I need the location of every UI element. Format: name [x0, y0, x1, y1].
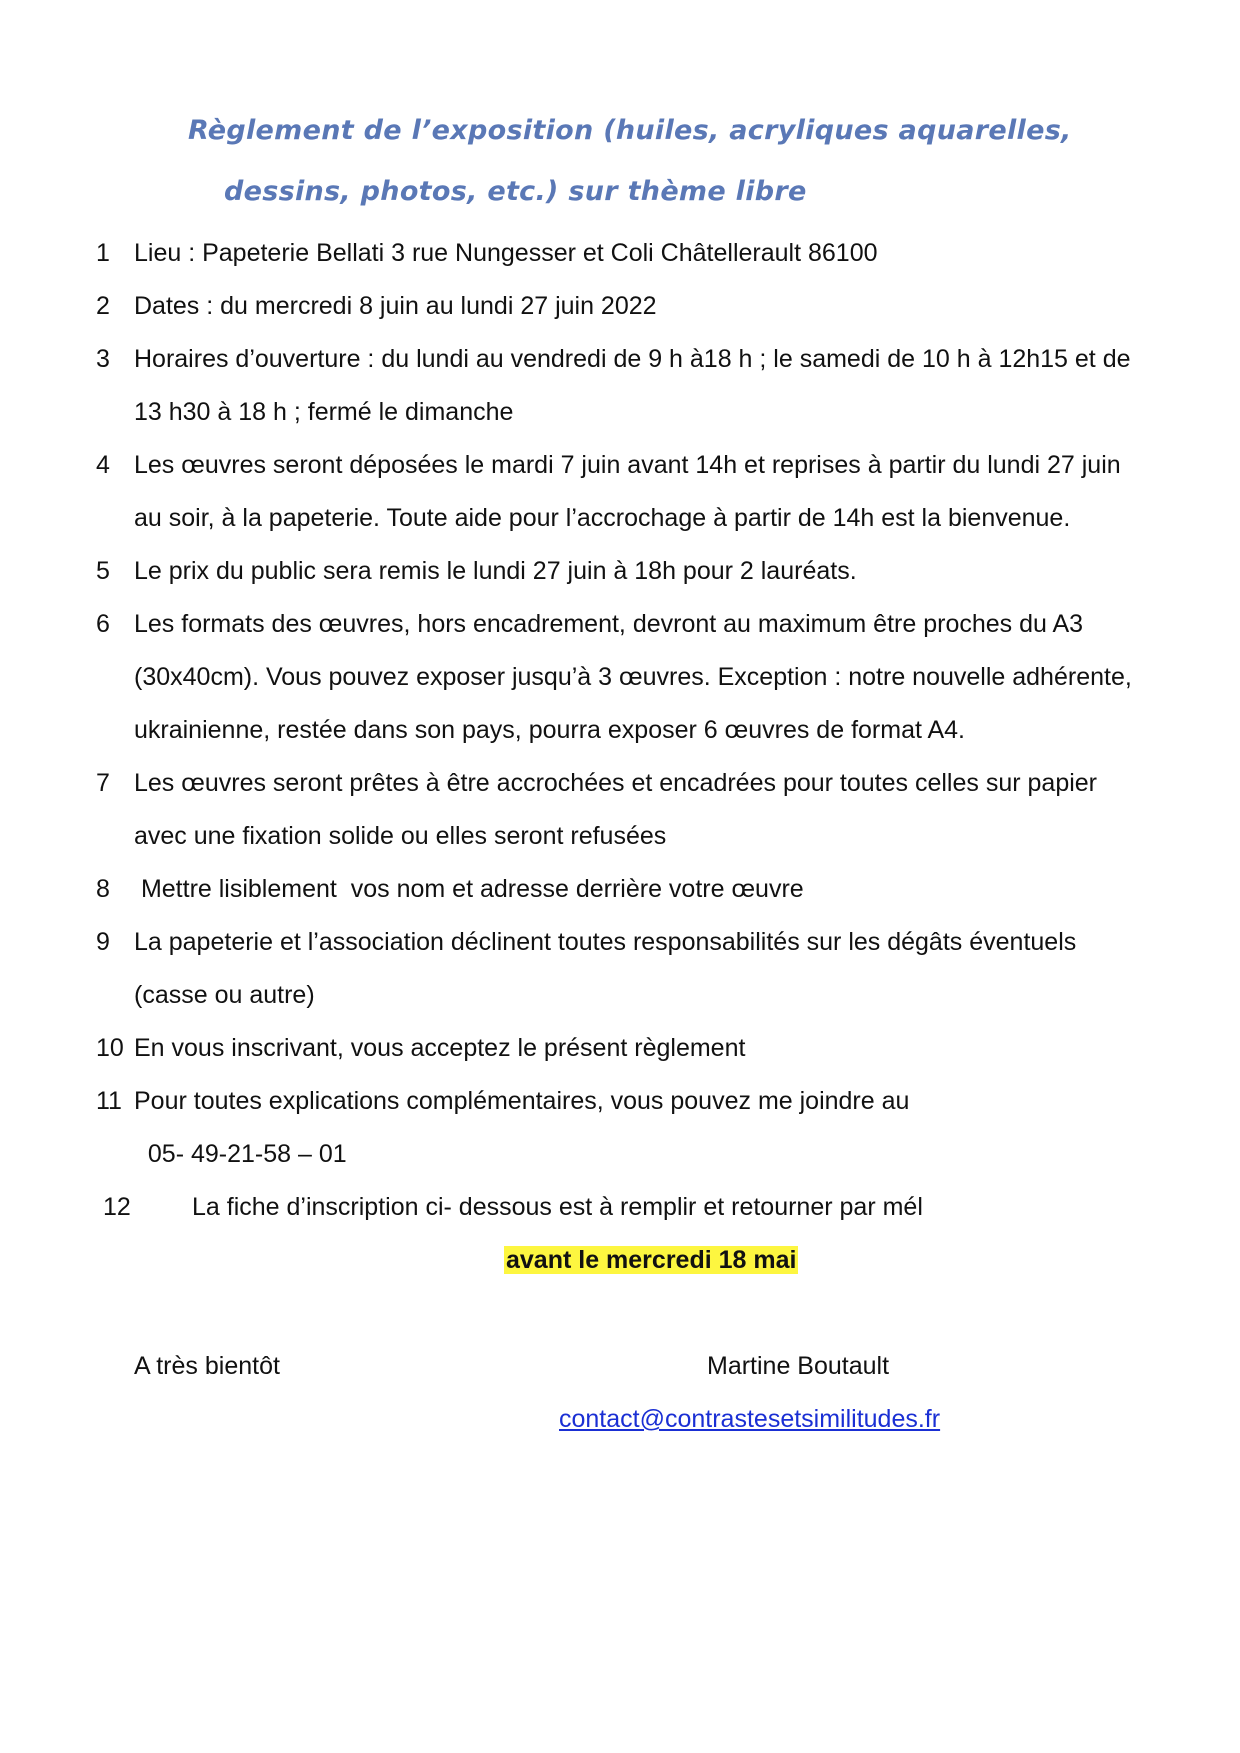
- document-title-line-2: dessins, photos, etc.) sur thème libre: [224, 176, 807, 207]
- rule-text: Dates : du mercredi 8 juin au lundi 27 juin 2022: [134, 292, 657, 320]
- phone-number: 05- 49-21-58 – 01: [134, 1140, 347, 1168]
- rule-number: 12: [103, 1193, 131, 1221]
- rule-text: Pour toutes explications complémentaires, vous pouvez me joindre au: [134, 1087, 910, 1115]
- rule-number: 3: [96, 345, 110, 373]
- contact-email[interactable]: contact@contrastesetsimilitudes.fr: [559, 1405, 941, 1433]
- rule-text: En vous inscrivant, vous acceptez le présent règlement: [134, 1034, 746, 1062]
- rule-text: ukrainienne, restée dans son pays, pourra exposer 6 œuvres de format A4.: [134, 716, 966, 744]
- rule-text: au soir, à la papeterie. Toute aide pour l’accrochage à partir de 14h est la bienvenue.: [134, 504, 1071, 532]
- rule-number: 7: [96, 769, 110, 797]
- rule-text: Le prix du public sera remis le lundi 27 juin à 18h pour 2 lauréats.: [134, 557, 857, 585]
- rule-number: 4: [96, 451, 110, 479]
- document-title-line-1: Règlement de l’exposition (huiles, acryliques aquarelles,: [188, 115, 1072, 146]
- rule-number: 2: [96, 292, 110, 320]
- rule-text: Lieu : Papeterie Bellati 3 rue Nungesser et Coli Châtellerault 86100: [134, 239, 878, 267]
- rule-text: Les œuvres seront prêtes à être accrochées et encadrées pour toutes celles sur papier: [134, 769, 1098, 797]
- rule-number: 10: [96, 1034, 124, 1062]
- closing-text: A très bientôt: [134, 1352, 280, 1380]
- rule-number: 11: [96, 1087, 122, 1115]
- rule-text: Les œuvres seront déposées le mardi 7 juin avant 14h et reprises à partir du lundi 27 juin: [134, 451, 1121, 479]
- rule-text: 13 h30 à 18 h ; fermé le dimanche: [134, 398, 514, 426]
- rule-text: La papeterie et l’association déclinent toutes responsabilités sur les dégâts éventuels: [134, 928, 1077, 956]
- rule-text: (30x40cm). Vous pouvez exposer jusqu’à 3 œuvres. Exception : notre nouvelle adhérente,: [134, 663, 1132, 691]
- rule-number: 5: [96, 557, 110, 585]
- rule-number: 9: [96, 928, 110, 956]
- contact-email-link[interactable]: [559, 1402, 940, 1436]
- rule-number: 8: [96, 875, 110, 903]
- signature-name: Martine Boutault: [707, 1352, 890, 1380]
- rule-number: 6: [96, 610, 110, 638]
- rule-text: Horaires d’ouverture : du lundi au vendredi de 9 h à18 h ; le samedi de 10 h à 12h15 et de: [134, 345, 1131, 373]
- rule-text: Mettre lisiblement vos nom et adresse derrière votre œuvre: [134, 875, 804, 903]
- deadline-line: [504, 1243, 798, 1277]
- rule-text: La fiche d’inscription ci- dessous est à remplir et retourner par mél: [192, 1193, 923, 1221]
- deadline-highlight: avant le mercredi 18 mai: [506, 1246, 797, 1274]
- rule-text: (casse ou autre): [134, 981, 315, 1009]
- rule-text: avec une fixation solide ou elles seront refusées: [134, 822, 667, 850]
- rule-text: Les formats des œuvres, hors encadrement, devront au maximum être proches du A3: [134, 610, 1084, 638]
- rule-number: 1: [96, 239, 110, 267]
